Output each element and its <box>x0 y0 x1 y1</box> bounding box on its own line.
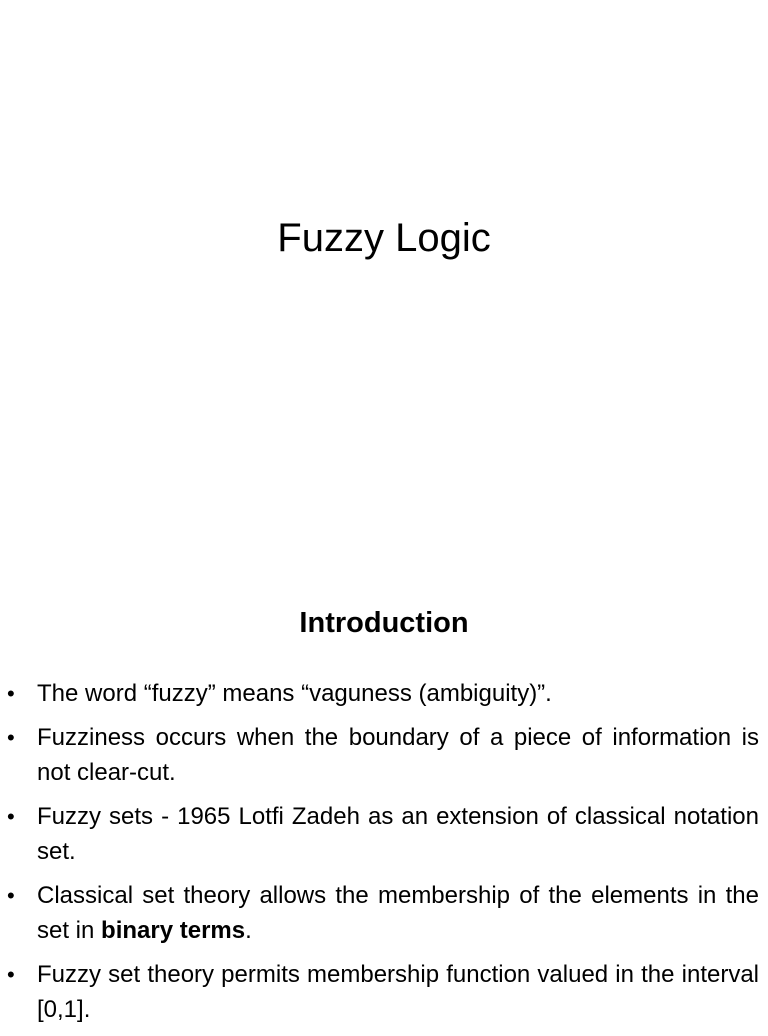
bullet-item-fuzzy-word <box>0 676 768 711</box>
bullet-text: Fuzzy sets - 1965 Lotfi Zadeh as an extension of classical notation set. <box>37 803 759 865</box>
bullet-text: The word “fuzzy” means “vaguness (ambiguity)”. <box>37 680 552 707</box>
bullet-icon: • <box>7 962 15 987</box>
bullet-text <box>37 882 759 944</box>
bullet-icon: • <box>7 883 15 908</box>
section-heading: Introduction <box>299 607 469 639</box>
bullet-text-bold: binary terms <box>101 917 246 944</box>
bullet-item-classical-set <box>0 878 768 948</box>
bullet-text-before: Classical set theory allows the membership of the elements in the set in <box>37 882 759 944</box>
bullet-text: Fuzzy set theory permits membership function valued in the interval [0,1]. <box>37 961 759 1023</box>
slide-title: Fuzzy Logic <box>277 216 491 260</box>
bullet-list <box>0 676 768 1036</box>
bullet-text: Fuzziness occurs when the boundary of a piece of information is not clear-cut. <box>37 724 759 786</box>
bullet-icon: • <box>7 681 15 706</box>
bullet-icon: • <box>7 804 15 829</box>
bullet-item-fuzziness <box>0 720 768 790</box>
bullet-text-after: . <box>245 917 252 944</box>
bullet-item-fuzzy-sets <box>0 799 768 869</box>
bullet-item-fuzzy-set-theory <box>0 957 768 1027</box>
bullet-icon: • <box>7 725 15 750</box>
